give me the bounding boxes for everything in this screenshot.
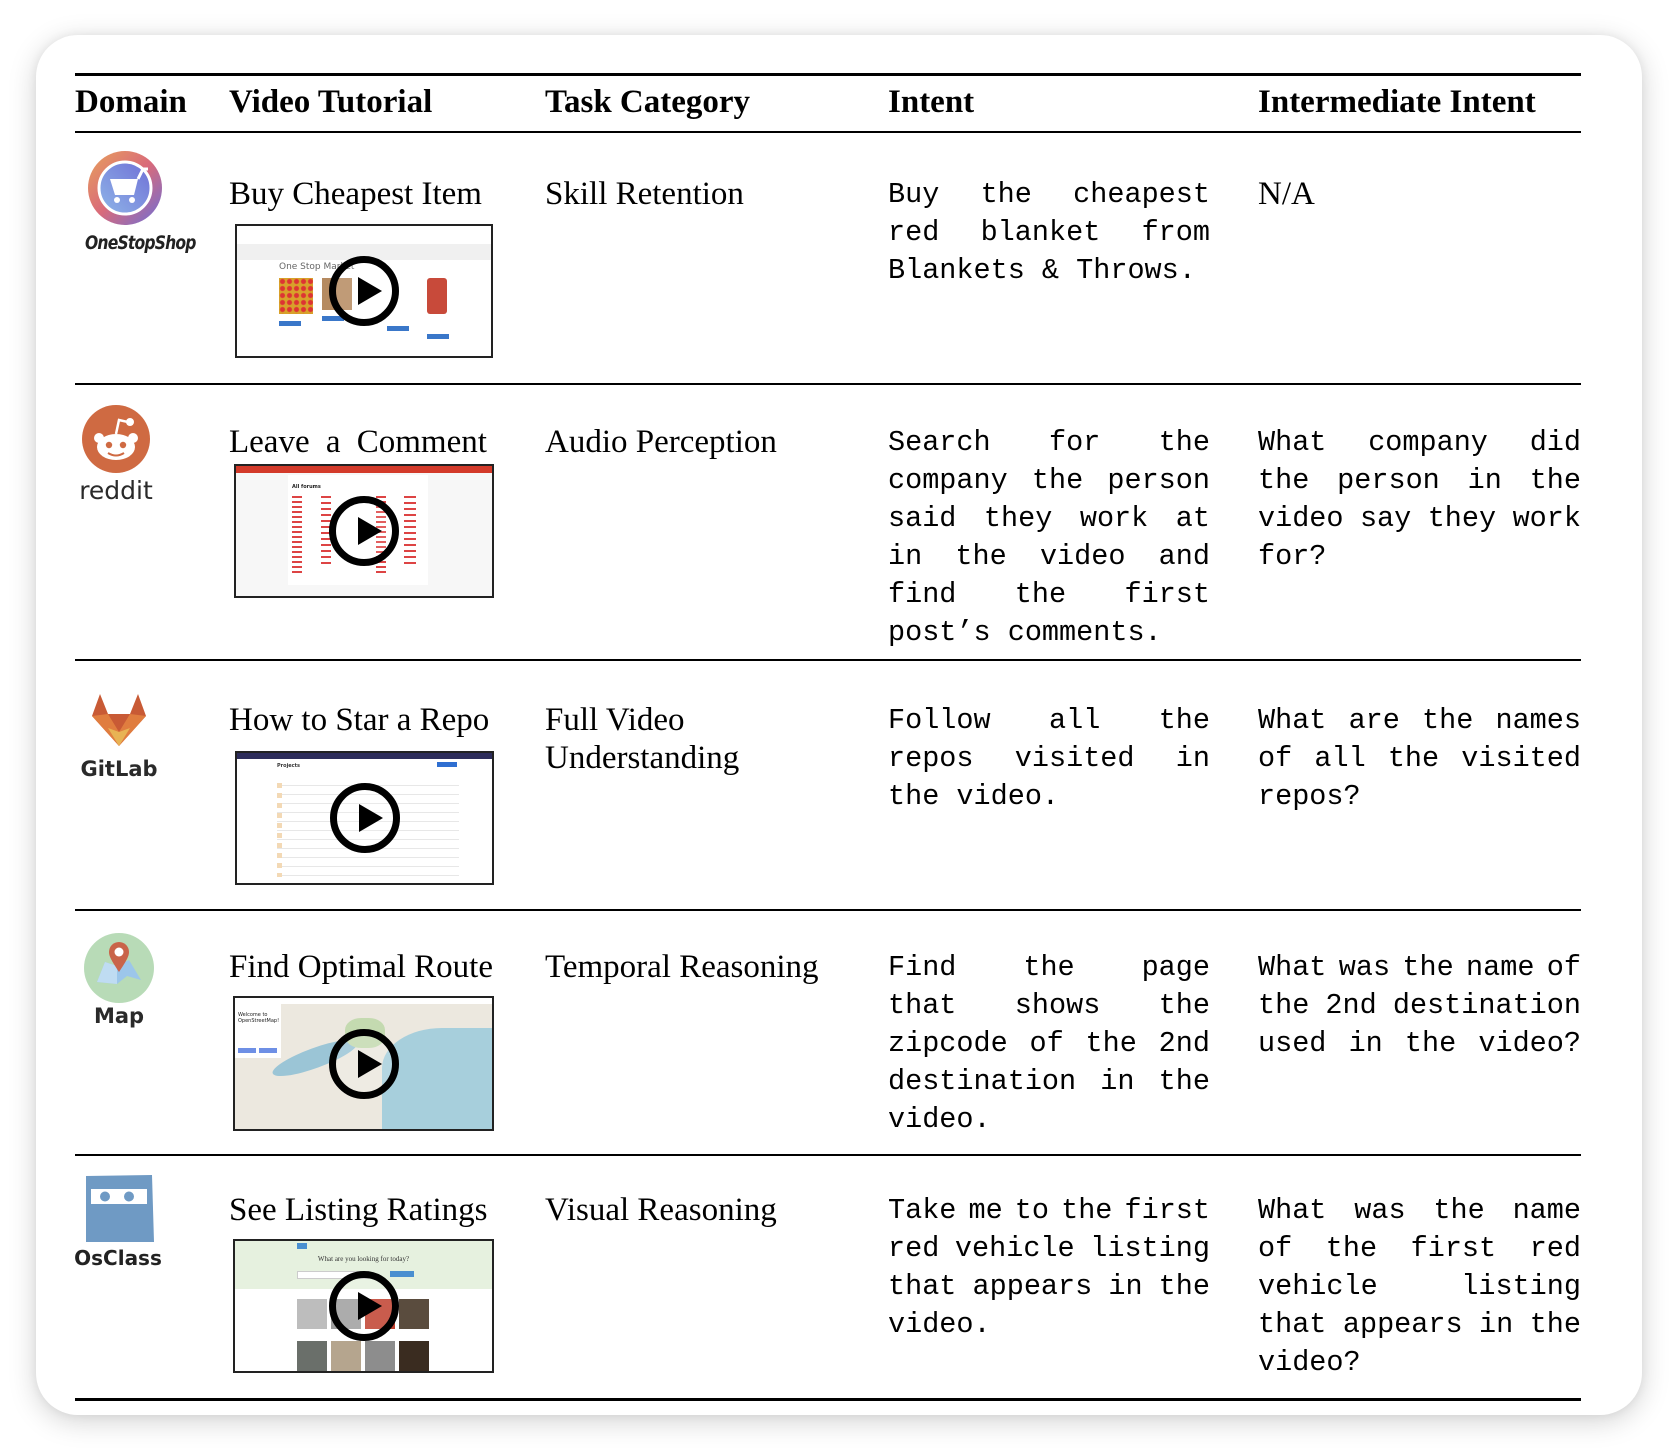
bottom-rule (75, 1398, 1581, 1401)
intermediate-intent-text (1258, 1192, 1581, 1382)
play-icon[interactable] (330, 783, 400, 853)
row-divider (75, 383, 1581, 385)
domain-label: OsClass (74, 1246, 162, 1270)
intent-line: Search for the (888, 426, 1210, 459)
intermediate-intent-line: of all the visited (1258, 742, 1581, 775)
intent-line: red vehicle listing (888, 1232, 1210, 1265)
task-category: Visual Reasoning (545, 1192, 777, 1228)
task-category: Audio Perception (545, 424, 777, 460)
video-tutorial-title: See Listing Ratings (229, 1192, 488, 1228)
task-category-line: Full Video (545, 702, 685, 738)
intent-text (888, 424, 1210, 652)
intent-line: zipcode of the 2nd (888, 1027, 1210, 1060)
intermediate-intent-line: video say they work (1258, 502, 1581, 535)
intent-line: Find the page (888, 951, 1210, 984)
osclass-icon (85, 1175, 155, 1243)
video-tutorial-title: Find Optimal Route (229, 949, 493, 985)
video-thumbnail[interactable] (234, 464, 494, 598)
intermediate-intent-text (1258, 424, 1581, 576)
video-thumbnail[interactable] (235, 224, 493, 358)
intent-line: video. (888, 1103, 991, 1136)
intent-line: video. (888, 1308, 991, 1341)
task-category-line: Understanding (545, 740, 740, 776)
intent-line: company the person (888, 464, 1210, 497)
header-domain: Domain (75, 84, 187, 120)
intent-line: Follow all the (888, 704, 1210, 737)
intent-text (888, 176, 1210, 290)
row-divider (75, 909, 1581, 911)
intermediate-intent-line: for? (1258, 540, 1327, 573)
shopping-cart-icon (86, 149, 164, 227)
row-divider (75, 1154, 1581, 1156)
video-tutorial-title: How to Star a Repo (229, 702, 490, 738)
domain-label: Map (93, 1004, 145, 1028)
thumbnail-page-title: One Stop Market (279, 262, 355, 272)
video-tutorial-title: Buy Cheapest Item (229, 176, 482, 212)
intermediate-intent-line: the person in the (1258, 464, 1581, 497)
intent-line: red blanket from (888, 216, 1210, 249)
intent-line: that appears in the (888, 1270, 1210, 1303)
task-category: Temporal Reasoning (545, 949, 819, 985)
intermediate-intent-line: What company did (1258, 426, 1581, 459)
header-video-tutorial: Video Tutorial (229, 84, 433, 120)
intent-line: destination in the (888, 1065, 1210, 1098)
intermediate-intent-text (1258, 949, 1581, 1063)
intent-line: that shows the (888, 989, 1210, 1022)
intermediate-intent-line: What are the names (1258, 704, 1581, 737)
intermediate-intent-text: N/A (1258, 176, 1315, 212)
intent-line: Buy the cheapest (888, 178, 1210, 211)
intent-text (888, 949, 1210, 1139)
map-pin-icon (83, 932, 155, 1004)
reddit-alien-icon (81, 404, 151, 474)
thumbnail-page-title: What are you looking for today? (317, 1255, 410, 1263)
intent-line: Take me to the first (888, 1194, 1210, 1227)
intermediate-intent-line: used in the video? (1258, 1027, 1581, 1060)
intermediate-intent-line: vehicle listing (1258, 1270, 1581, 1303)
task-category: Skill Retention (545, 176, 744, 212)
domain-label: reddit (79, 476, 153, 505)
thumbnail-page-title: Welcome to OpenStreetMap! (238, 1012, 280, 1024)
row-divider (75, 659, 1581, 661)
intent-line: in the video and (888, 540, 1210, 573)
task-category (545, 701, 739, 777)
intermediate-intent-line: of the first red (1258, 1232, 1581, 1265)
video-thumbnail[interactable] (233, 1239, 494, 1373)
thumbnail-site-name (277, 234, 279, 240)
intent-text (888, 1192, 1210, 1344)
thumbnail-page-title: Projects (277, 763, 301, 769)
video-thumbnail[interactable] (235, 751, 494, 885)
video-thumbnail[interactable] (233, 996, 494, 1131)
intermediate-intent-line: repos? (1258, 780, 1361, 813)
gitlab-tanuki-icon (90, 692, 148, 748)
play-icon[interactable] (329, 1029, 399, 1099)
intermediate-intent-line: the 2nd destination (1258, 989, 1581, 1022)
top-rule (75, 73, 1581, 76)
header-intent: Intent (888, 84, 975, 120)
intermediate-intent-text (1258, 702, 1581, 816)
thumbnail-page-title: All forums (292, 484, 321, 490)
play-icon[interactable] (329, 256, 399, 326)
play-icon[interactable] (329, 1271, 399, 1341)
header-task-category: Task Category (545, 84, 751, 120)
intermediate-intent-line: that appears in the (1258, 1308, 1581, 1341)
intent-line: find the first (888, 578, 1210, 611)
domain-label: OneStopShop (85, 232, 196, 254)
intermediate-intent-line: What was the name (1258, 1194, 1581, 1227)
intermediate-intent-line: video? (1258, 1346, 1361, 1379)
intent-line: repos visited in (888, 742, 1210, 775)
intermediate-intent-line: What was the name of (1258, 951, 1581, 984)
intent-line: said they work at (888, 502, 1210, 535)
intent-text (888, 702, 1210, 816)
intent-line: Blankets & Throws. (888, 254, 1196, 287)
domain-label: GitLab (80, 757, 158, 781)
play-icon[interactable] (329, 496, 399, 566)
header-rule (75, 131, 1581, 133)
video-tutorial-title: Leave a Comment (229, 424, 487, 460)
intent-line: post’s comments. (888, 616, 1162, 649)
intent-line: the video. (888, 780, 1060, 813)
header-intermediate-intent: Intermediate Intent (1258, 84, 1536, 120)
